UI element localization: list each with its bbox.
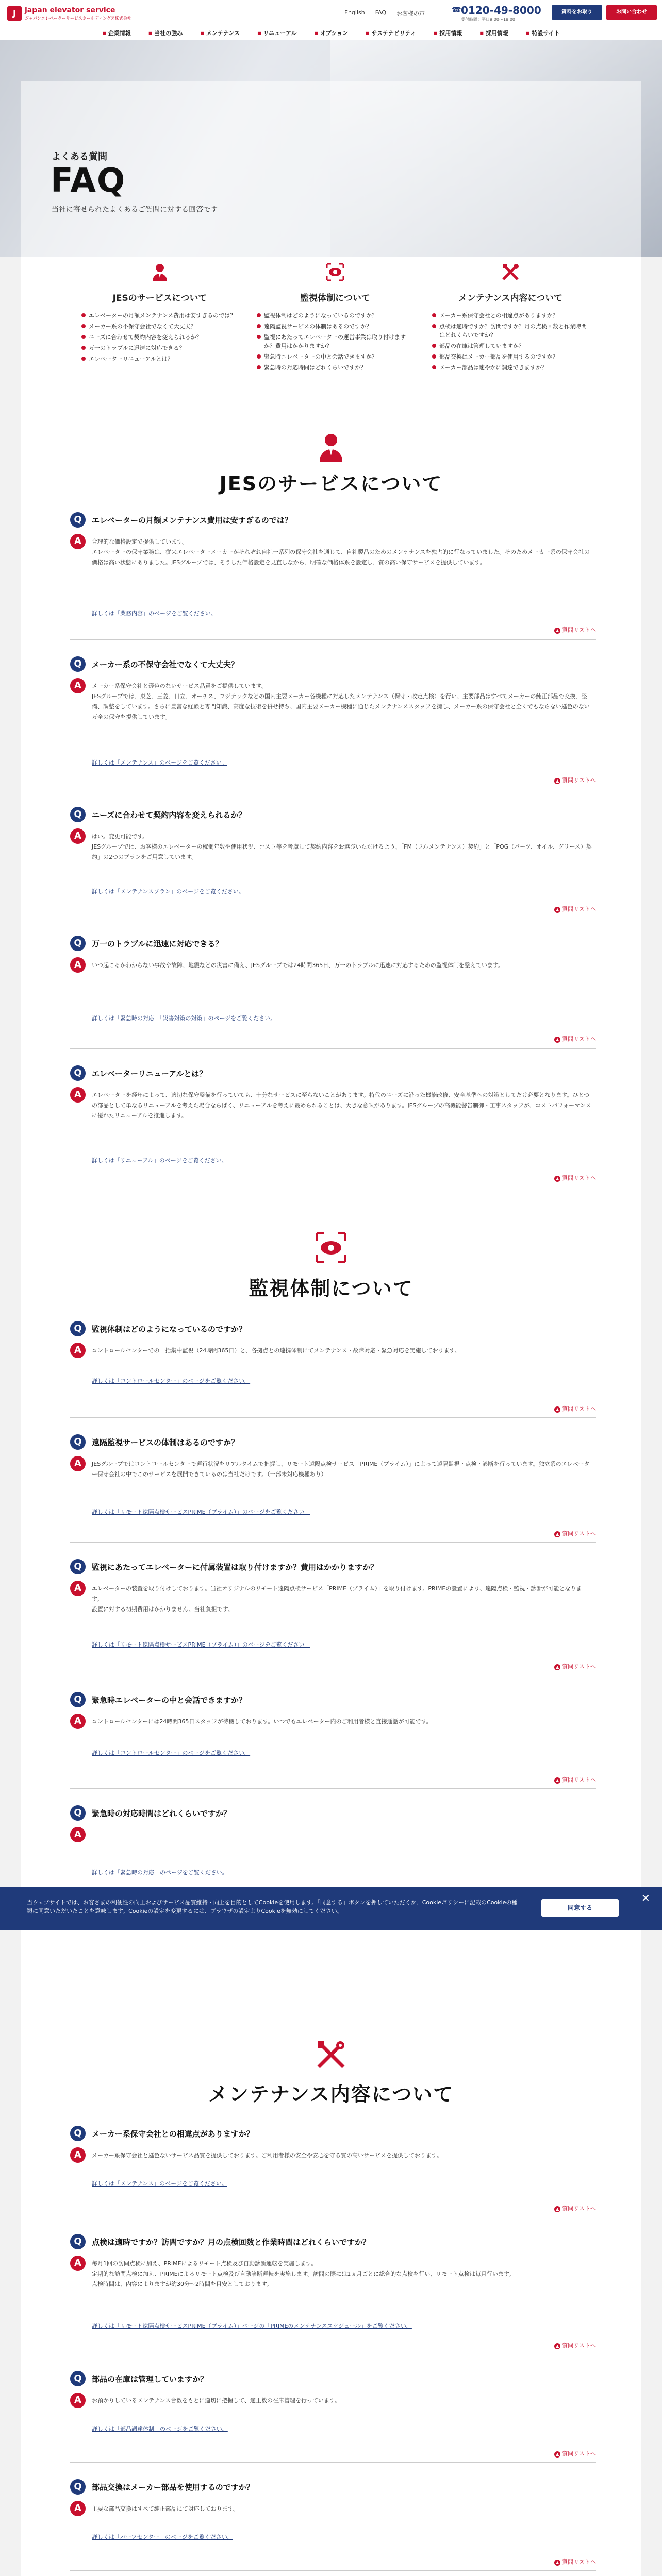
back-to-list-link[interactable] <box>554 1174 596 1182</box>
question-text: 緊急時の対応時間はどれくらいですか？ <box>92 1809 231 1818</box>
qa-item <box>70 2478 596 2571</box>
logo-name: japan elevator service <box>25 6 115 14</box>
qa-item <box>70 1804 596 1887</box>
back-to-list-label: 質問リストへ <box>562 2558 596 2565</box>
answer-text: メーカー系保守会社と遜色のないサービス品質をご提供しています。 JESグループでは、東芝、三菱、日立、オーチス、フジテックなどの国内主要メーカー各機種に対応したメンテナンス（保守・改定点検）を行い、主要部品はすべてメーカーの純正部品で交換、整備、調整をしています。さらに豊富な経験と専門知識、高度な技術を併せ持ち、国内主要メーカー機種に通じたメンテナンススタッフを擁し、メーカー系の保守会社と全くでもならない遜色のない万全の保守を提供しています。 <box>92 683 590 720</box>
qa-item <box>70 1064 596 1188</box>
phone-hours: 受付時間：平日9:00〜18:00 <box>461 17 516 22</box>
question <box>70 655 596 674</box>
category-link[interactable]: 監視にあたってエレベーターの運営事業は取り付けますか？費用はかかりますか？ <box>257 333 417 350</box>
gnav-label: 当社の強み <box>154 30 183 37</box>
gnav-label: 特設サイト <box>532 30 560 37</box>
a-badge: A <box>70 828 86 844</box>
detail-link[interactable]: 詳しくは「リモート遠隔点検サービスPRIME（プライム）」のページをご覧ください。 <box>92 1641 310 1648</box>
qa-item <box>70 2370 596 2463</box>
gnav-label: リニューアル <box>263 30 297 37</box>
detail-link[interactable]: 詳しくは「コントロールセンター」のページをご覧ください。 <box>92 1378 251 1384</box>
question <box>70 2370 596 2388</box>
back-to-list-link[interactable] <box>554 2204 596 2212</box>
cookie-text: 当ウェブサイトでは、お客さまの利便性の向上およびサービス品質維持・向上を目的としてCookieを使用します。「同意する」ボタンを押していただくか、Cookieポリシーに記載のCookieの種類に同意いただいたことを意味します。Cookieの設定を変更するには、ブラウザの設定よりCookieを無効にしてください。 <box>27 1899 518 1914</box>
detail-link[interactable]: 詳しくは「パーツセンター」のページをご覧ください。 <box>92 2534 233 2540</box>
close-icon[interactable]: ✕ <box>641 1892 650 1904</box>
back-to-list-link[interactable] <box>554 2557 596 2566</box>
back-to-list-label: 質問リストへ <box>562 2450 596 2457</box>
back-to-list-label: 質問リストへ <box>562 777 596 784</box>
arrow-up-icon: ▲ <box>554 2560 560 2566</box>
a-badge: A <box>70 2147 86 2163</box>
eye-monitor-icon <box>315 1231 347 1264</box>
gnav-item[interactable] <box>358 26 423 40</box>
eye-monitor-icon <box>325 262 345 282</box>
category-index <box>77 262 593 396</box>
arrow-up-icon: ▲ <box>554 1531 560 1537</box>
answer-text: メーカー系保守会社と遜色ないサービス品質を提供しております。ご利用者様の安全や安心を守る質の高いサービスを提供しております。 <box>92 2152 443 2159</box>
category-link[interactable]: 緊急時エレベーターの中と会話できますか？ <box>257 352 417 361</box>
back-to-list-link[interactable] <box>554 625 596 634</box>
bullet-icon: ■ <box>314 30 318 36</box>
gnav-label: 採用情報 <box>485 30 508 37</box>
category-title: JESのサービスについて <box>77 291 242 308</box>
gnav-item[interactable] <box>141 26 190 40</box>
detail-link[interactable]: 詳しくは「リニューアル」のページをご覧ください。 <box>92 1157 227 1164</box>
a-badge: A <box>70 2393 86 2408</box>
detail-link[interactable]: 詳しくは「部品調達体制」のページをご覧ください。 <box>92 2426 228 2432</box>
question <box>70 2478 596 2497</box>
question <box>70 1804 596 1823</box>
gnav-item[interactable] <box>426 26 470 40</box>
topnav-faq[interactable]: FAQ <box>375 9 387 16</box>
question-text: 点検は適時ですか？訪問ですか？月の点検回数と作業時間はどれくらいですか？ <box>92 2238 371 2247</box>
question-text: メーカー系の不保守会社でなくて大丈夫？ <box>92 660 239 669</box>
back-to-list-label: 質問リストへ <box>562 1663 596 1670</box>
detail-link[interactable]: 詳しくは「緊急時の対応」のページをご覧ください。 <box>92 1869 228 1876</box>
hero <box>0 40 662 257</box>
a-badge: A <box>70 2256 86 2271</box>
gnav-label: サステナビリティ <box>371 30 416 37</box>
detail-link[interactable]: 詳しくは「緊急時の対応」「災害対策の対策」のページをご覧ください。 <box>92 1015 276 1022</box>
back-to-list-link[interactable] <box>554 2341 596 2349</box>
qa-item <box>70 511 596 640</box>
gnav-item[interactable] <box>307 26 355 40</box>
gnav-item[interactable] <box>519 26 567 40</box>
arrow-up-icon: ▲ <box>554 1037 560 1043</box>
question-text: 監視体制はどのようになっているのですか？ <box>92 1325 247 1334</box>
topnav-voice[interactable]: お客様の声 <box>396 10 425 17</box>
request-docs-button[interactable]: 資料をお取り <box>552 5 602 20</box>
bullet-icon: ■ <box>200 30 204 36</box>
back-to-list-label: 質問リストへ <box>562 1776 596 1783</box>
back-to-list-link[interactable] <box>554 1035 596 1043</box>
question <box>70 935 596 953</box>
back-to-list-label: 質問リストへ <box>562 2205 596 2212</box>
question <box>70 511 596 530</box>
logo-subtitle: ジャパンエレベーターサービスホールディングス株式会社 <box>25 16 131 21</box>
qa-item <box>70 655 596 790</box>
question <box>70 2125 596 2143</box>
question <box>70 1558 596 1577</box>
section-title-jes: JESのサービスについて <box>219 472 443 495</box>
answer-text: 毎月1回の訪問点検に加え、PRIMEによるリモート点検及び自動診断運転を実施します。 定期的な訪問点検に加え、PRIMEによるリモート点検及び自動診断運転を実施します。訪問の際には1ヵ月ごとに総合的な点検を行い、リモート点検は毎月行います。 点検時間は、内容によりますが約30分〜2時間を目安としております。 <box>92 2260 515 2287</box>
back-to-list-link[interactable] <box>554 776 596 784</box>
category-link[interactable]: 部品の在庫は管理していますか？ <box>432 342 592 350</box>
arrow-up-icon: ▲ <box>554 1406 560 1413</box>
q-badge: Q <box>70 2126 86 2141</box>
question-text: 万一のトラブルに迅速に対応できる？ <box>92 939 223 948</box>
q-badge: Q <box>70 656 86 672</box>
category-link[interactable]: メーカー部品は速やかに調達できますか？ <box>432 363 592 372</box>
qa-item <box>70 1320 596 1418</box>
q-badge: Q <box>70 1065 86 1081</box>
question <box>70 1433 596 1452</box>
bullet-icon: ■ <box>366 30 370 36</box>
qa-item <box>70 935 596 1049</box>
category-link[interactable]: メーカー系保守会社との相違点がありますか？ <box>432 311 592 320</box>
global-nav <box>0 26 662 40</box>
qa-item <box>70 2233 596 2354</box>
site-header <box>0 0 662 40</box>
person-icon <box>315 430 347 463</box>
question <box>70 2233 596 2251</box>
bullet-icon: ■ <box>257 30 261 36</box>
question-text: エレベーターリニューアルとは？ <box>92 1069 207 1078</box>
a-badge: A <box>70 1714 86 1729</box>
back-to-list-label: 質問リストへ <box>562 1530 596 1537</box>
qa-item <box>70 1558 596 1675</box>
answer-text: エレベーターの装置を取り付けしております。当社オリジナルのリモート遠隔点検サービス「PRIME（プライム）」を取り付けます。PRIMEの設置により、遠隔点検・監視・診断が可能となります。 設置に対する初期費用はかかりません。当社負担です。 <box>92 1585 582 1613</box>
cookie-accept-button[interactable]: 同意する <box>541 1899 619 1917</box>
back-to-list-link[interactable] <box>554 2449 596 2458</box>
question <box>70 806 596 824</box>
bullet-icon: ■ <box>479 30 484 36</box>
q-badge: Q <box>70 1805 86 1821</box>
qa-item <box>70 806 596 919</box>
answer-text: 合理的な価格設定で提供しています。 エレベーターの保守業務は、従来エレベーターメーカーがそれぞれ自社一系列の保守会社を通じて、自社製品のためのメンテナンスを独占的に行なっていました。そのためメーカー系の保守会社の価格は高い状態にありました。JESグループでは、そうした価格設定を見直しなから、明確な価格体系を設定し、質の高い保守サービスを提供しています。 <box>92 538 590 566</box>
arrow-up-icon: ▲ <box>554 778 560 784</box>
gnav-item[interactable] <box>472 26 516 40</box>
phone-icon: ☎ <box>452 5 461 14</box>
answer-text: コントロールセンターでの一括集中監視（24時間365日）と、各拠点との連携体制にてメンテナンス・故障対応・緊急対応を実施しております。 <box>92 1347 460 1354</box>
question-text: 緊急時エレベーターの中と会話できますか？ <box>92 1696 247 1705</box>
question <box>70 1320 596 1338</box>
q-badge: Q <box>70 2479 86 2495</box>
a-badge: A <box>70 1456 86 1471</box>
bullet-icon: ■ <box>102 30 106 36</box>
detail-link[interactable]: 詳しくは「リモート遠隔点検サービスPRIME（プライム）」のページをご覧ください。 <box>92 1509 310 1515</box>
question-text: 監視にあたってエレベーターに付属装置は取り付けますか？費用はかかりますか？ <box>92 1563 378 1572</box>
bullet-icon: ■ <box>525 30 530 36</box>
category-link[interactable]: 緊急時の対応時間はどれくらいですか？ <box>257 363 417 372</box>
person-icon <box>150 262 170 282</box>
qa-item <box>70 2125 596 2217</box>
category-link[interactable]: 点検は適時ですか？訪問ですか？月の点検回数と作業時間はどれくらいですか？ <box>432 322 592 340</box>
category-title: メンテナンス内容について <box>428 291 593 308</box>
back-to-list-label: 質問リストへ <box>562 626 596 633</box>
cookie-banner <box>0 1887 662 1930</box>
detail-link[interactable]: 詳しくは「メンテナンスプラン」のページをご覧ください。 <box>92 888 244 895</box>
category-list <box>432 311 592 374</box>
q-badge: Q <box>70 807 86 822</box>
q-badge: Q <box>70 1692 86 1707</box>
arrow-up-icon: ▲ <box>554 2451 560 2458</box>
answer-text: エレベーターを経年によって、適切な保守整備を行っていても、十分なサービスに至らないことがあります。特代のニーズに沿った機能改修、安全基準への対策としてだけ必要となります。ひとつの部品として単なるリニューアルを考えた場合ならばく、リニューアルを考えに最められることは、大きな意味があります。JESグループの高機能警告制御・工事スタッフが、コストパフォーマンスに優れたリニューアルを推進します。 <box>92 1092 591 1119</box>
back-to-list-link[interactable] <box>554 1662 596 1670</box>
answer-text: JESグループではコントロールセンターで運行状況をリアルタイムで把握し、リモート遠隔点検サービス「PRIME（プライム）」によって遠隔監視・点検・診断を行っています。独立系のエレベーター保守会社の中でこのサービスを展開できているのは当社だけです。（一部未対応機種あり） <box>92 1461 590 1478</box>
a-badge: A <box>70 1087 86 1103</box>
question <box>70 1064 596 1083</box>
category-link[interactable]: メーカー系の不保守会社でなくて大丈夫？ <box>81 322 241 331</box>
q-badge: Q <box>70 2371 86 2386</box>
answer-text: コントロールセンターには24時間365日スタッフが待機しております。いつでもエレベーター内のご利用者様と直接通話が可能です。 <box>92 1718 432 1725</box>
back-to-list-label: 質問リストへ <box>562 1175 596 1181</box>
question-text: エレベーターの月額メンテナンス費用は安すぎるのでは？ <box>92 516 292 525</box>
hero-subtitle: よくある質問 <box>52 151 107 162</box>
logo[interactable] <box>7 5 131 26</box>
a-badge: A <box>70 1581 86 1596</box>
question-text: ニーズに合わせて契約内容を変えられるか？ <box>92 810 246 820</box>
question-text: 部品交換はメーカー部品を使用するのですか？ <box>92 2483 254 2492</box>
back-to-list-label: 質問リストへ <box>562 906 596 912</box>
answer-text: 主要な部品交換はすべて純正部品にて対応しております。 <box>92 2505 239 2512</box>
gnav-item[interactable] <box>193 26 247 40</box>
category-link[interactable]: 万一のトラブルに迅速に対応できる？ <box>81 344 241 352</box>
section-title-monitor: 監視体制について <box>249 1277 413 1300</box>
detail-link[interactable]: 詳しくは「業務内容」のページをご覧ください。 <box>92 610 217 617</box>
tools-icon <box>500 262 521 282</box>
a-badge: A <box>70 1827 86 1842</box>
arrow-up-icon: ▲ <box>554 1777 560 1784</box>
gnav-label: 企業情報 <box>108 30 131 37</box>
q-badge: Q <box>70 1321 86 1336</box>
category-link[interactable]: エレベーターの月額メンテナンス費用は安すぎるのでは？ <box>81 311 241 320</box>
main-content <box>21 257 641 2576</box>
qa-item <box>70 1691 596 1789</box>
topnav-english[interactable]: English <box>344 9 365 16</box>
arrow-up-icon: ▲ <box>554 2343 560 2349</box>
answer-text: はい。変更可能です。 JESグループでは、お客様のエレベーターの稼働年数や使用状況、コスト等を考慮して契約内容をお選びいただけるよう、「FM（フルメンテナンス）契約」と「POG（パーツ、オイル、グリース）契約」の2つのプランをご用意しています。 <box>92 833 592 860</box>
answer-text: いつ起こるかわからない事故や故障、地震などの災害に備え、JESグループでは24時間365日、万一のトラブルに迅速に対応するための監視体制を整えています。 <box>92 962 504 969</box>
a-badge: A <box>70 1343 86 1358</box>
q-badge: Q <box>70 512 86 528</box>
category-list <box>257 311 417 374</box>
question-text: メーカー系保守会社との相違点がありますか？ <box>92 2129 254 2139</box>
q-badge: Q <box>70 936 86 951</box>
top-nav <box>344 9 425 18</box>
arrow-up-icon: ▲ <box>554 2206 560 2212</box>
back-to-list-link[interactable] <box>554 905 596 913</box>
back-to-list-label: 質問リストへ <box>562 2342 596 2349</box>
gnav-label: メンテナンス <box>206 30 240 37</box>
q-badge: Q <box>70 1559 86 1574</box>
gnav-label: 採用情報 <box>439 30 462 37</box>
hero-description: 当社に寄せられたよくあるご質問に対する回答です <box>52 206 218 214</box>
question-text: 部品の在庫は管理していますか？ <box>92 2375 208 2384</box>
q-badge: Q <box>70 1434 86 1450</box>
contact-button[interactable]: お問い合わせ <box>606 5 657 20</box>
arrow-up-icon: ▲ <box>554 1664 560 1670</box>
detail-link[interactable]: 詳しくは「リモート遠隔点検サービスPRIME（プライム）」ページの「PRIMEのメンテナンススケジュール」をご覧ください。 <box>92 2323 412 2329</box>
arrow-up-icon: ▲ <box>554 1176 560 1182</box>
q-badge: Q <box>70 2234 86 2249</box>
detail-link[interactable]: 詳しくは「メンテナンス」のページをご覧ください。 <box>92 759 227 766</box>
bullet-icon: ■ <box>148 30 153 36</box>
answer-text: お預かりしているメンテナンス台数をもとに適切に把握して、適正数の在庫管理を行っています。 <box>92 2397 341 2404</box>
back-to-list-link[interactable] <box>554 1775 596 1784</box>
bullet-icon: ■ <box>433 30 438 36</box>
question-text: 遠隔監視サービスの体制はあるのですか？ <box>92 1438 239 1447</box>
a-badge: A <box>70 2501 86 2516</box>
category-link[interactable]: ニーズに合わせて契約内容を変えられるか？ <box>81 333 241 342</box>
question <box>70 1691 596 1709</box>
category-link[interactable]: エレベーターリニューアルとは？ <box>81 354 241 363</box>
arrow-up-icon: ▲ <box>554 628 560 634</box>
a-badge: A <box>70 957 86 973</box>
gnav-item[interactable] <box>95 26 138 40</box>
category-list <box>81 311 241 365</box>
category-link[interactable]: 監視体制はどのようになっているのですか？ <box>257 311 417 320</box>
gnav-label: オプション <box>320 30 348 37</box>
back-to-list-label: 質問リストへ <box>562 1405 596 1412</box>
back-to-list-link[interactable] <box>554 1529 596 1537</box>
arrow-up-icon: ▲ <box>554 907 560 913</box>
detail-link[interactable]: 詳しくは「メンテナンス」のページをご覧ください。 <box>92 2180 227 2187</box>
back-to-list-label: 質問リストへ <box>562 1036 596 1042</box>
phone-number[interactable]: 0120-49-8000 <box>461 4 541 16</box>
page-title: FAQ <box>51 162 126 200</box>
tools-icon <box>315 2038 347 2071</box>
qa-item <box>70 1433 596 1543</box>
a-badge: A <box>70 534 86 549</box>
category-title: 監視体制について <box>253 291 418 308</box>
detail-link[interactable]: 詳しくは「コントロールセンター」のページをご覧ください。 <box>92 1750 251 1756</box>
a-badge: A <box>70 678 86 693</box>
back-to-list-link[interactable] <box>554 1404 596 1413</box>
gnav-item[interactable] <box>250 26 304 40</box>
category-link[interactable]: 遠隔監視サービスの体制はあるのですか？ <box>257 322 417 331</box>
section-title-maintenance: メンテナンス内容について <box>208 2083 454 2106</box>
category-link[interactable]: 部品交換はメーカー部品を使用するのですか？ <box>432 352 592 361</box>
logo-mark: J <box>7 6 22 21</box>
